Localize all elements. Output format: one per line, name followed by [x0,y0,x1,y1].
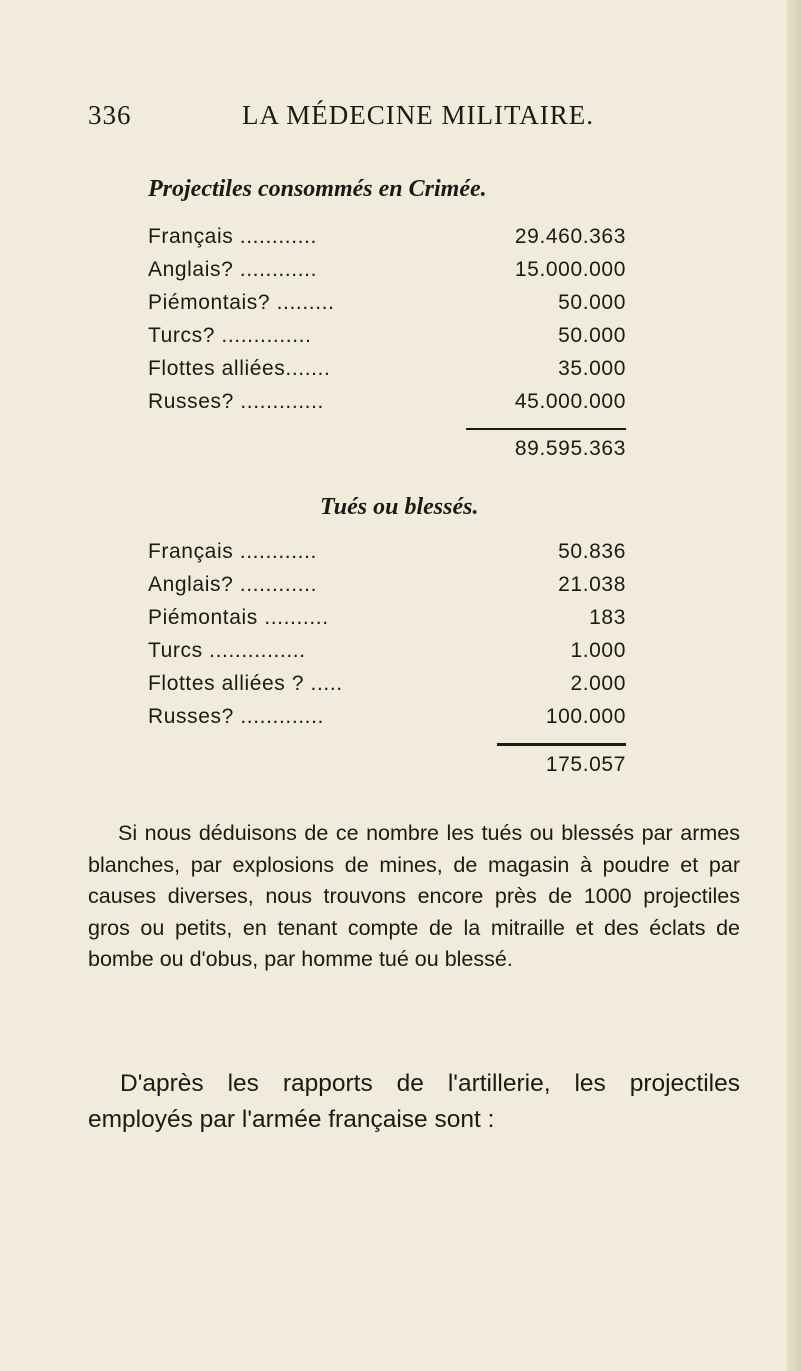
row-label: Russes? ............. [148,390,324,413]
table-row [148,639,626,671]
table-row [148,606,626,638]
row-value: 183 [589,606,626,629]
page-number: 336 [88,100,132,130]
table-row [148,540,626,572]
row-value: 1.000 [570,639,626,662]
row-label: Français ............ [148,225,317,248]
projectiles-table-title: Projectiles consommés en Crimée. [148,176,487,202]
row-label: Flottes alliées ? ..... [148,672,343,695]
casualties-total: 175.057 [545,753,626,776]
row-value: 100.000 [545,705,626,728]
row-value: 15.000.000 [514,258,626,281]
sum-rule [466,428,626,430]
row-label: Russes? ............. [148,705,324,728]
casualties-table-title: Tués ou blessés. [320,494,479,520]
projectiles-total: 89.595.363 [514,437,626,460]
row-label: Flottes alliées....... [148,357,331,380]
body-paragraph: Si nous déduisons de ce nombre les tués ou blessés par armes blanches, par explosions de mines, de magasin à poudre et par causes diverses, nous trouvons encore près de 1000 projectiles gros ou petits, en tenant compte de la mitraille et des éclats de bombe ou d'obus, par homme tué ou blessé. [88,821,740,971]
page-edge [787,0,801,1371]
table-row [148,705,626,737]
row-label: Turcs? .............. [148,324,312,347]
table-row [148,390,626,422]
table-row [148,357,626,389]
row-label: Anglais? ............ [148,573,318,596]
row-label: Turcs ............... [148,639,306,662]
table-row [148,291,626,323]
row-value: 50.000 [558,324,626,347]
row-label: Français ............ [148,540,317,563]
row-value: 45.000.000 [514,390,626,413]
row-value: 50.836 [558,540,626,563]
page-header [88,100,708,140]
row-label: Anglais? ............ [148,258,318,281]
row-value: 29.460.363 [514,225,626,248]
row-value: 50.000 [558,291,626,314]
table-row [148,225,626,257]
table-row [148,324,626,356]
running-title: LA MÉDECINE MILITAIRE. [242,100,595,130]
body-paragraph: D'après les rapports de l'artillerie, les projectiles employés par l'armée française sont : [88,1070,740,1133]
row-value: 21.038 [558,573,626,596]
table-row [148,573,626,605]
row-label: Piémontais? ......... [148,291,335,314]
row-value: 35.000 [558,357,626,380]
sum-rule [497,743,626,746]
table-row [148,672,626,704]
row-value: 2.000 [570,672,626,695]
table-row [148,258,626,290]
row-label: Piémontais .......... [148,606,329,629]
